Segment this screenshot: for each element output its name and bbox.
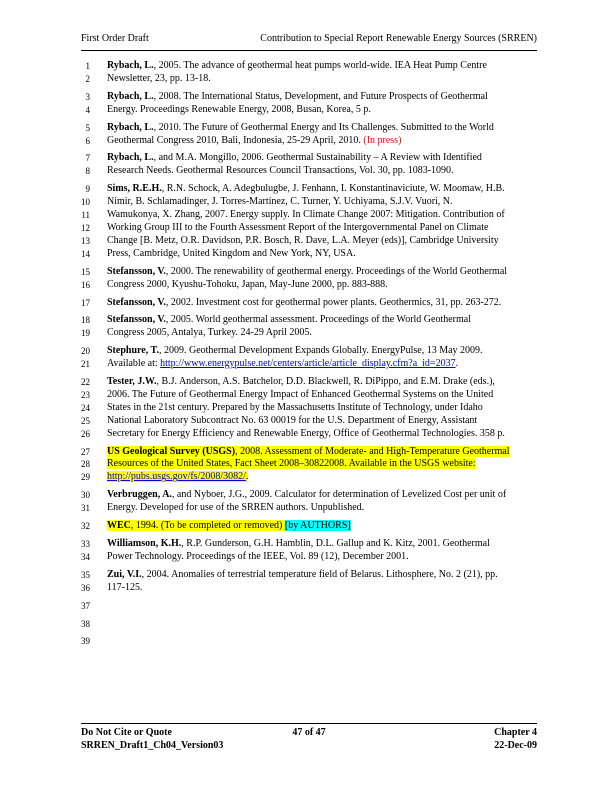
text-segment: Williamson, K.H. xyxy=(107,538,182,549)
footer-cite-notice: Do Not Cite or Quote xyxy=(81,727,172,738)
reference-text xyxy=(107,183,505,196)
line-number: 29 xyxy=(81,472,90,483)
reference-text xyxy=(107,60,487,73)
header-report-title: Contribution to Special Report Renewable Energy Sources (SRREN) xyxy=(260,33,537,44)
reference-text xyxy=(107,551,409,564)
reference-entry xyxy=(81,91,551,117)
text-segment: Wamukonya, X. Zhang, 2007. Energy supply. In Climate Change 2007: Mitigation. Contribution of xyxy=(107,209,505,221)
text-segment: States in the 21st century. Prepared by the Massachusetts Institute of Technology, under Idaho xyxy=(107,401,483,413)
text-segment: 2006. The Future of Geothermal Energy Impact of Enhanced Geothermal Systems on the United xyxy=(107,388,494,400)
reference-line xyxy=(81,266,551,279)
reference-line xyxy=(81,314,551,327)
reference-line xyxy=(81,135,551,148)
line-number: 13 xyxy=(81,235,90,246)
line-number: 12 xyxy=(81,222,90,233)
line-number: 4 xyxy=(85,104,90,115)
reference-line xyxy=(81,196,551,209)
reference-text xyxy=(107,248,356,261)
line-number: 30 xyxy=(81,490,90,501)
reference-line xyxy=(81,73,551,86)
reference-text xyxy=(107,446,510,459)
text-segment: WEC xyxy=(107,520,131,532)
reference-text xyxy=(107,279,388,292)
text-segment: Rybach, L. xyxy=(107,60,154,71)
reference-text xyxy=(107,235,499,248)
text-segment: , and M.A. Mongillo, 2006. Geothermal Sustainability – A Review with Identified xyxy=(153,152,482,164)
reference-entry xyxy=(81,183,551,260)
reference-entry xyxy=(81,297,551,310)
text-segment: Press, Cambridge, United Kingdom and New York, NY, USA. xyxy=(107,247,356,259)
line-number: 23 xyxy=(81,389,90,400)
line-number: 33 xyxy=(81,539,90,549)
reference-line xyxy=(81,91,551,104)
reference-text xyxy=(107,122,494,135)
text-segment: Tester, J.W. xyxy=(107,376,157,388)
text-segment: , 2005. World geothermal assessment. Proceedings of the World Geothermal xyxy=(165,314,472,326)
reference-text xyxy=(107,402,483,415)
references-list xyxy=(81,60,551,653)
reference-entry xyxy=(81,600,551,613)
footer-chapter: Chapter 4 xyxy=(494,727,537,738)
footer-date: 22-Dec-09 xyxy=(494,739,537,751)
reference-entry xyxy=(81,60,551,86)
line-number: 10 xyxy=(81,197,90,208)
reference-text xyxy=(107,314,471,327)
text-segment: , B.J. Anderson, A.S. Batchelor, D.D. Blackwell, R. DiPippo, and E.M. Drake (eds.), xyxy=(156,376,495,388)
reference-line xyxy=(81,235,551,248)
footer-document-id: SRREN_Draft1_Ch04_Version03 xyxy=(81,739,224,751)
text-segment: , 1994. (To be completed or removed) xyxy=(130,520,285,532)
reference-text xyxy=(107,471,248,484)
footer-rule xyxy=(81,723,537,724)
text-segment: Rybach, L. xyxy=(107,90,154,102)
text-segment: Change [B. Metz, O.R. Davidson, P.R. Bosch, R. Dave, L.A. Meyer (eds)], Cambridge University xyxy=(107,234,499,246)
footer-row-1 xyxy=(81,727,537,740)
line-number: 20 xyxy=(81,346,90,357)
text-segment: , R.N. Schock, A. Adegbulugbe, J. Fenhann, I. Konstantinaviciute, W. Moomaw, H.B. xyxy=(161,183,505,195)
line-number: 24 xyxy=(81,402,90,413)
text-segment: (In press) xyxy=(363,134,402,146)
line-number: 1 xyxy=(85,61,90,71)
text-segment: Congress 2005, Antalya, Turkey. 24-29 April 2005. xyxy=(107,327,312,339)
reference-text xyxy=(107,135,401,148)
text-segment: Research Needs. Geothermal Resources Council Transactions, Vol. 30, pp. 1083-1090. xyxy=(107,165,454,177)
reference-line xyxy=(81,183,551,196)
reference-line xyxy=(81,538,551,551)
reference-line xyxy=(81,635,551,648)
reference-entry xyxy=(81,569,551,595)
line-number: 26 xyxy=(81,428,90,439)
reference-entry xyxy=(81,538,551,564)
text-segment: Available at: xyxy=(107,358,161,370)
reference-text xyxy=(107,569,498,582)
hyperlink[interactable]: http://www.energypulse.net/centers/article/article_display.cfm?a_id=2037 xyxy=(160,358,456,370)
reference-entry xyxy=(81,446,551,485)
text-segment: Stephure, T. xyxy=(107,345,159,357)
text-segment: Verbruggen, A. xyxy=(107,489,172,501)
reference-line xyxy=(81,489,551,502)
reference-line xyxy=(81,104,551,117)
reference-text xyxy=(107,415,477,428)
line-number: 3 xyxy=(85,91,90,102)
reference-text xyxy=(107,91,488,104)
text-segment: US Geological Survey (USGS) xyxy=(107,445,236,457)
reference-line xyxy=(81,582,551,595)
reference-line xyxy=(81,428,551,441)
hyperlink[interactable]: http://pubs.usgs.gov/fs/2008/3082/ xyxy=(107,471,246,483)
text-segment: Sims, R.E.H. xyxy=(107,183,162,195)
text-segment: National Laboratory Subcontract No. 63 00019 for the U.S. Department of Energy, Assistant xyxy=(107,414,478,426)
line-number: 18 xyxy=(81,315,90,326)
footer-page-number: 47 of 47 xyxy=(292,727,326,738)
text-segment: Nimir, B. Schlamadinger, J. Torres-Martínez, C. Turner, Y. Uchiyama, S.J.V. Vuori, N. xyxy=(107,196,453,208)
reference-line xyxy=(81,345,551,358)
reference-text xyxy=(107,165,454,178)
reference-entry xyxy=(81,376,551,441)
text-segment: , 2009. Geothermal Development Expands Globally. EnergyPulse, 13 May 2009. xyxy=(158,345,483,357)
reference-line xyxy=(81,446,551,459)
reference-text xyxy=(107,209,505,222)
reference-text xyxy=(107,538,490,551)
reference-line xyxy=(81,471,551,484)
line-number: 17 xyxy=(81,297,90,308)
line-number: 34 xyxy=(81,551,90,562)
reference-line xyxy=(81,376,551,389)
reference-line xyxy=(81,600,551,613)
text-segment: , 2010. The Future of Geothermal Energy and Its Challenges. Submitted to the World xyxy=(153,121,494,133)
reference-line xyxy=(81,458,551,471)
reference-text xyxy=(107,582,142,595)
line-number: 38 xyxy=(81,618,90,629)
reference-line xyxy=(81,520,551,533)
line-number: 8 xyxy=(85,166,90,177)
text-segment: Stefansson, V. xyxy=(107,265,166,277)
reference-entry xyxy=(81,618,551,631)
reference-line xyxy=(81,152,551,165)
reference-text xyxy=(107,327,312,340)
reference-text xyxy=(107,502,364,515)
reference-text xyxy=(107,222,488,235)
reference-line xyxy=(81,618,551,631)
text-segment: , 2005. The advance of geothermal heat pumps world-wide. IEA Heat Pump Centre xyxy=(153,60,487,71)
reference-line xyxy=(81,551,551,564)
reference-entry xyxy=(81,122,551,148)
reference-entry xyxy=(81,489,551,515)
text-segment: . xyxy=(455,358,459,370)
reference-text xyxy=(107,345,483,358)
reference-text xyxy=(107,73,211,86)
line-number: 31 xyxy=(81,503,90,514)
page-header xyxy=(81,33,537,44)
reference-text xyxy=(107,458,476,471)
text-segment: , R.P. Gunderson, G.H. Hamblin, D.L. Gallup and K. Kitz, 2001. Geothermal xyxy=(181,538,490,549)
reference-text xyxy=(107,266,507,279)
text-segment: Energy. Proceedings Renewable Energy, 2008, Busan, Korea, 5 p. xyxy=(107,103,371,115)
reference-line xyxy=(81,279,551,292)
footer-row-2 xyxy=(81,740,537,753)
reference-line xyxy=(81,402,551,415)
reference-entry xyxy=(81,266,551,292)
reference-line xyxy=(81,297,551,310)
text-segment: Power Technology. Proceedings of the IEEE, Vol. 89 (12), December 2001. xyxy=(107,550,409,562)
reference-text xyxy=(107,297,501,310)
text-segment: Zui, V.I. xyxy=(107,568,142,580)
reference-line xyxy=(81,502,551,515)
header-rule xyxy=(81,50,537,51)
reference-text xyxy=(107,489,506,502)
page-footer xyxy=(81,727,537,752)
text-segment: Rybach, L. xyxy=(107,121,154,133)
reference-text xyxy=(107,389,493,402)
text-segment: Resources of the United States, Fact Sheet 2008–30822008. Available in the USGS website: xyxy=(107,458,476,470)
text-segment: , 2002. Investment cost for geothermal power plants. Geothermics, 31, pp. 263-272. xyxy=(165,296,502,308)
line-number: 9 xyxy=(85,184,90,195)
text-segment: Geothermal Congress 2010, Bali, Indonesia, 25-29 April, 2010. xyxy=(107,134,364,146)
reference-line xyxy=(81,222,551,235)
text-segment: , 2004. Anomalies of terrestrial temperature field of Belarus. Lithosphere, No. 2 (21), pp. xyxy=(141,568,498,580)
reference-entry xyxy=(81,345,551,371)
line-number: 2 xyxy=(85,73,90,84)
reference-line xyxy=(81,165,551,178)
line-number: 37 xyxy=(81,600,90,611)
reference-line xyxy=(81,569,551,582)
text-segment: , 2008. Assessment of Moderate- and High-Temperature Geothermal xyxy=(235,445,510,457)
line-number: 28 xyxy=(81,459,90,470)
reference-line xyxy=(81,248,551,261)
text-segment: , and Nyboer, J.G., 2009. Calculator for determination of Levelized Cost per unit of xyxy=(171,489,507,501)
line-number: 21 xyxy=(81,359,90,370)
header-draft-status: First Order Draft xyxy=(81,33,149,44)
line-number: 6 xyxy=(85,135,90,146)
line-number: 32 xyxy=(81,521,90,532)
line-number: 35 xyxy=(81,569,90,580)
text-segment: Congress 2000, Kyushu-Tohoku, Japan, May-June 2000, pp. 883-888. xyxy=(107,278,388,290)
line-number: 22 xyxy=(81,377,90,388)
reference-entry xyxy=(81,314,551,340)
reference-line xyxy=(81,389,551,402)
reference-line xyxy=(81,60,551,73)
reference-line xyxy=(81,327,551,340)
reference-text xyxy=(107,104,371,117)
text-segment: . xyxy=(245,471,249,483)
reference-line xyxy=(81,415,551,428)
text-segment: , 2008. The International Status, Development, and Future Prospects of Geothermal xyxy=(153,90,488,102)
line-number: 16 xyxy=(81,279,90,290)
reference-text xyxy=(107,152,482,165)
text-segment: Working Group III to the Fourth Assessment Report of the Intergovernmental Panel on Climate xyxy=(107,221,489,233)
reference-entry xyxy=(81,635,551,648)
text-segment: Secretary for Energy Efficiency and Renewable Energy, Office of Geothermal Technologies. 358 p. xyxy=(107,427,505,439)
reference-text xyxy=(107,376,495,389)
reference-entry xyxy=(81,152,551,178)
line-number: 11 xyxy=(81,210,90,221)
line-number: 5 xyxy=(85,122,90,133)
text-segment: Newsletter, 23, pp. 13-18. xyxy=(107,72,211,84)
line-number: 39 xyxy=(81,636,90,647)
reference-line xyxy=(81,209,551,222)
reference-line xyxy=(81,358,551,371)
reference-line xyxy=(81,122,551,135)
line-number: 19 xyxy=(81,328,90,339)
line-number: 14 xyxy=(81,248,90,259)
text-segment: Energy. Developed for use of the SRREN authors. Unpublished. xyxy=(107,502,365,514)
line-number: 27 xyxy=(81,446,90,457)
text-segment: , 2000. The renewability of geothermal energy. Proceedings of the World Geothermal xyxy=(165,265,508,277)
reference-text xyxy=(107,520,351,533)
line-number: 7 xyxy=(85,153,90,164)
text-segment: Stefansson, V. xyxy=(107,314,166,326)
reference-text xyxy=(107,196,453,209)
reference-entry xyxy=(81,520,551,533)
line-number: 25 xyxy=(81,415,90,426)
text-segment: Stefansson, V. xyxy=(107,296,166,308)
text-segment: [by AUTHORS] xyxy=(284,520,351,532)
text-segment: 117-125. xyxy=(107,581,143,593)
line-number: 15 xyxy=(81,266,90,277)
reference-text xyxy=(107,428,505,441)
text-segment: Rybach, L. xyxy=(107,152,154,164)
reference-text xyxy=(107,358,458,371)
line-number: 36 xyxy=(81,582,90,593)
